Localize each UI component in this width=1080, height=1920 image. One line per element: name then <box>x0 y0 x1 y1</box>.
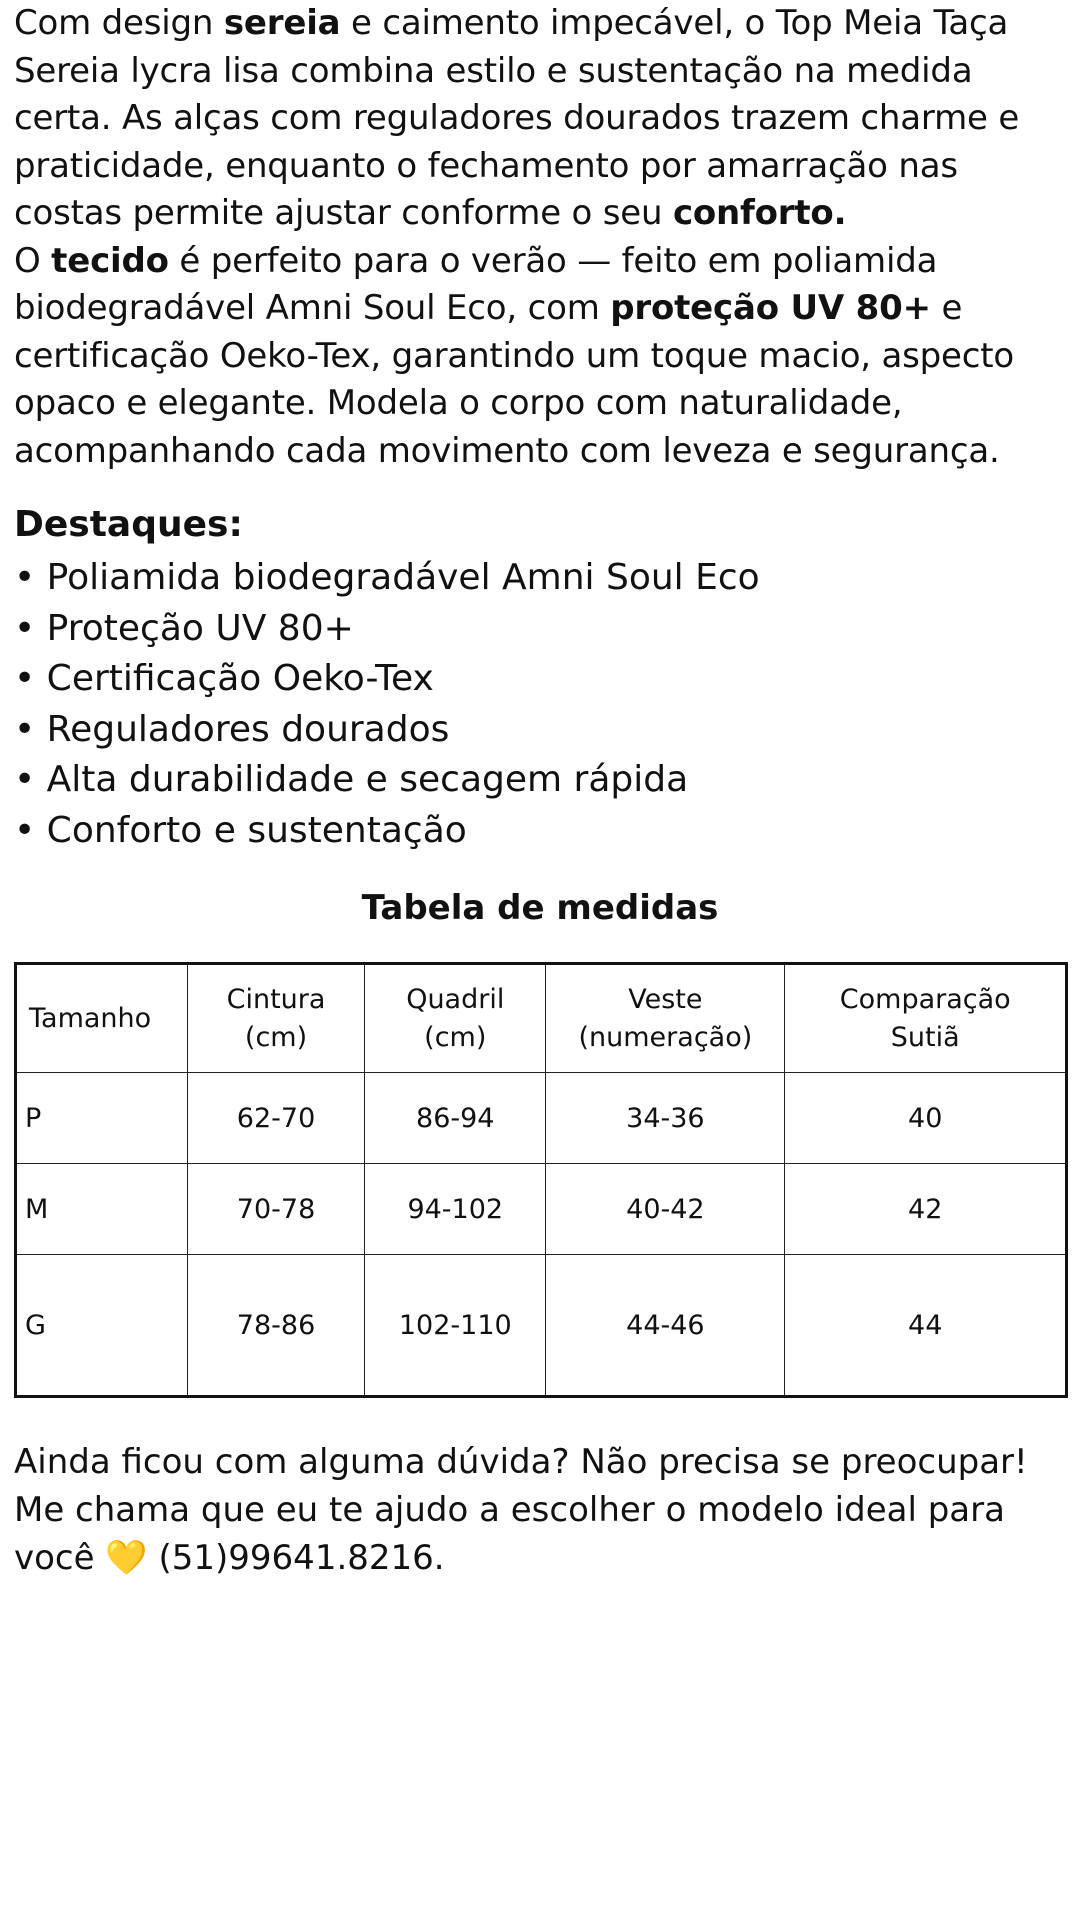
highlight-item: • Proteção UV 80+ <box>14 607 354 649</box>
text-segment: e certificação Oeko-Tex, garantindo um toque macio, aspecto opaco e elegante. Modela o corpo com naturalidade, acompanhando cada movimento com leveza e segurança. <box>14 288 1014 471</box>
table-header-row <box>16 964 1067 1073</box>
header-size <box>16 964 188 1073</box>
cell-dress: 40-42 <box>546 1164 785 1255</box>
highlight-item: • Conforto e sustentação <box>14 809 467 851</box>
cell-hip: 86-94 <box>365 1073 546 1164</box>
text-segment: Com design <box>14 3 224 43</box>
bold-text: proteção UV 80+ <box>610 288 931 328</box>
header-unit: (cm) <box>244 1021 308 1053</box>
highlights-title: Destaques: <box>14 504 243 545</box>
description-paragraph-1 <box>14 0 1066 238</box>
text-segment: O <box>14 240 52 281</box>
cell-hip: 102-110 <box>365 1255 546 1397</box>
text-segment: e caimento impecável, o Top Meia Taça Sereia lycra lisa combina estilo e sustentação na medida certa. As alças com reguladores dourados trazem charme e praticidade, enquanto o fechamento por amarração nas costas permite ajustar conforme o seu <box>14 3 1020 233</box>
bold-text: sereia <box>223 3 341 43</box>
bold-text: conforto. <box>672 193 847 233</box>
cell-size: P <box>16 1073 188 1164</box>
highlight-item: • Reguladores dourados <box>14 708 450 750</box>
table-row <box>16 1073 1067 1164</box>
cell-bra: 40 <box>785 1073 1067 1164</box>
header-label: Quadril <box>406 983 505 1015</box>
cell-dress: 44-46 <box>546 1255 785 1397</box>
header-unit: (numeração) <box>578 1021 753 1053</box>
header-waist <box>187 964 364 1073</box>
header-unit: (cm) <box>424 1021 487 1053</box>
header-label: Tamanho <box>29 1002 152 1034</box>
cell-bra: 42 <box>785 1164 1067 1255</box>
text-segment: é perfeito para o verão — feito em poliamida biodegradável Amni Soul Eco, com <box>14 240 938 328</box>
cell-dress: 34-36 <box>546 1073 785 1164</box>
highlights-section <box>14 501 1066 856</box>
header-unit: Sutiã <box>890 1021 960 1053</box>
header-dress <box>546 964 785 1073</box>
contact-message <box>14 1438 1066 1582</box>
header-hip <box>365 964 546 1073</box>
size-table <box>14 962 1068 1398</box>
header-label: Cintura <box>226 983 326 1015</box>
cell-waist: 78-86 <box>187 1255 364 1397</box>
size-table-title: Tabela de medidas <box>361 888 719 928</box>
header-label: Comparação <box>839 983 1011 1015</box>
yellow-heart-icon: 💛 <box>105 1538 148 1578</box>
cell-waist: 62-70 <box>187 1073 364 1164</box>
contact-text: Ainda ficou com alguma dúvida? Não precisa se preocupar! Me chama que eu te ajudo a escolher o modelo ideal para você <box>14 1442 1028 1578</box>
product-description <box>14 0 1066 932</box>
table-row <box>16 1164 1067 1255</box>
cell-size: M <box>16 1164 188 1255</box>
table-row <box>16 1255 1067 1397</box>
phone-number: (51)99641.8216. <box>147 1538 445 1578</box>
cell-bra: 44 <box>785 1255 1067 1397</box>
cell-waist: 70-78 <box>187 1164 364 1255</box>
highlight-item: • Alta durabilidade e secagem rápida <box>14 759 689 800</box>
bold-text: tecido <box>51 240 169 281</box>
highlight-item: • Certificação Oeko-Tex <box>14 658 434 699</box>
cell-hip: 94-102 <box>365 1164 546 1255</box>
header-label: Veste <box>628 983 703 1015</box>
header-bra <box>785 964 1067 1073</box>
description-paragraph-2 <box>14 238 1066 476</box>
highlight-item: • Poliamida biodegradável Amni Soul Eco <box>14 557 760 598</box>
cell-size: G <box>16 1255 188 1397</box>
